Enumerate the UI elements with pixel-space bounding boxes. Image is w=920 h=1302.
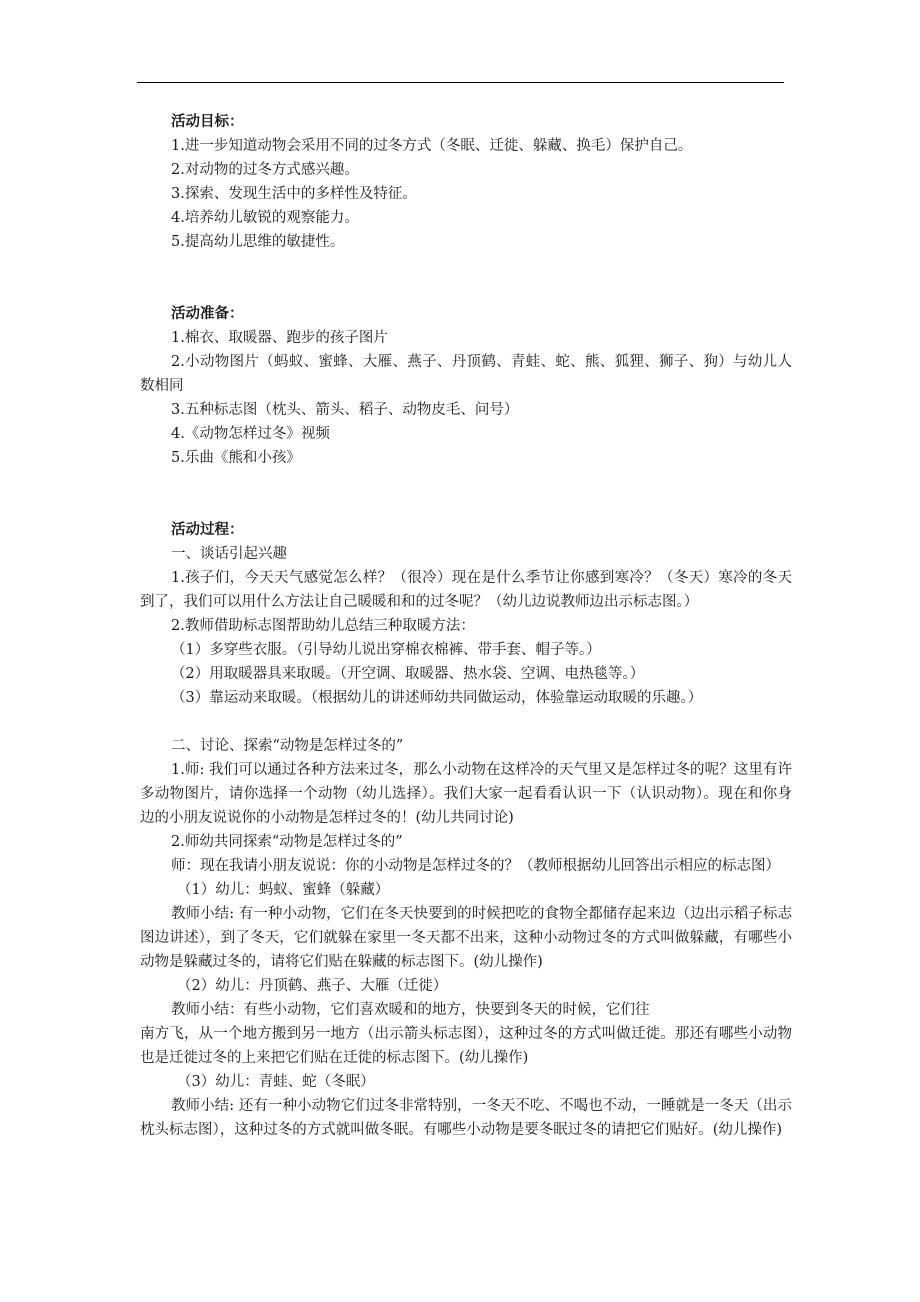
part1-paragraph: 2.教师借助标志图帮助幼儿总结三种取暖方法： [171, 618, 475, 634]
goal-item: 3.探索、发现生活中的多样性及特征。 [171, 186, 417, 202]
process-heading: 活动过程： [171, 522, 244, 538]
part2-paragraph: 1.师: 我们可以通过各种方法来过冬，那么小动物在这样冷的天气里又是怎样过冬的呢？这里有许多动物图片，请你选择一个动物（幼儿选择）。我们大家一起看看认识一下（认识动物）。现在和你身边的小朋友说说你的小动物是怎样过冬的！(幼儿共同讨论) [140, 762, 792, 826]
warming-method: （2）用取暖器具来取暖。（开空调、取暖器、热水袋、空调、电热毯等。） [171, 666, 645, 682]
warming-method: （1）多穿些衣服。（引导幼儿说出穿棉衣棉裤、带手套、帽子等。） [171, 642, 601, 658]
goal-item: 4.培养幼儿敏锐的观察能力。 [171, 210, 359, 226]
part1-title: 一、谈话引起兴趣 [171, 546, 287, 562]
goal-item: 1.进一步知道动物会采用不同的过冬方式（冬眠、迁徙、躲藏、换毛）保护自己。 [171, 138, 693, 154]
goal-item: 2.对动物的过冬方式感兴趣。 [171, 162, 359, 178]
document-page [140, 110, 792, 1142]
spacer [140, 494, 792, 518]
spacer [140, 278, 792, 302]
goal-item: 5.提高幼儿思维的敏捷性。 [171, 234, 345, 250]
prep-item: 3.五种标志图（枕头、箭头、稻子、动物皮毛、问号） [171, 402, 519, 418]
header-rule [137, 82, 784, 83]
warming-method: （3）靠运动来取暖。（根据幼儿的讲述师幼共同做运动，体验靠运动取暖的乐趣。） [171, 690, 703, 706]
prep-item: 1.棉衣、取暖器、跑步的孩子图片 [171, 330, 388, 346]
prep-item: 2.小动物图片（蚂蚁、蜜蜂、大雁、燕子、丹顶鹤、青蛙、蛇、熊、狐狸、狮子、狗）与幼儿人数相同 [140, 354, 792, 394]
part2-title: 二、讨论、探索“动物是怎样过冬的” [171, 738, 404, 754]
spacer [140, 470, 792, 494]
part1-paragraph: 1.孩子们，今天天气感觉怎么样？（很冷）现在是什么季节让你感到寒冷？（冬天）寒冷的冬天到了，我们可以用什么方法让自己暖暖和和的过冬呢？（幼儿边说教师边出示标志图。） [140, 570, 792, 610]
case-summary: 教师小结: 还有一种小动物它们过冬非常特别，一冬天不吃、不喝也不动，一睡就是一冬天（出示枕头标志图），这种过冬的方式就叫做冬眠。有哪些小动物是要冬眠过冬的请把它们贴好。(幼儿操作) [140, 1098, 792, 1138]
prep-item: 5.乐曲《熊和小孩》 [171, 450, 301, 466]
part2-paragraph: 师：现在我请小朋友说说：你的小动物是怎样过冬的？（教师根据幼儿回答出示相应的标志图） [171, 858, 780, 874]
prep-heading: 活动准备： [171, 306, 244, 322]
case-summary: 教师小结: 有一种小动物，它们在冬天快要到的时候把吃的食物全都储存起来边（边出示稻子标志图边讲述），到了冬天，它们就躲在家里一冬天都不出来，这种小动物过冬的方式叫做躲藏，有哪些小动物是躲藏过冬的，请将它们贴在躲藏的标志图下。(幼儿操作) [140, 906, 792, 970]
case-title: （1）幼儿：蚂蚁、蜜蜂（躲藏） [177, 882, 390, 898]
spacer [140, 254, 792, 278]
case-summary: 教师小结：有些小动物，它们喜欢暖和的地方，快要到冬天的时候，它们往 [171, 1002, 650, 1018]
case-summary: 南方飞，从一个地方搬到另一地方（出示箭头标志图），这种过冬的方式叫做迁徙。那还有哪些小动物也是迁徙过冬的上来把它们贴在迁徙的标志图下。(幼儿操作) [140, 1026, 792, 1066]
case-title: （2）幼儿：丹顶鹤、燕子、大雁（迁徙） [177, 978, 448, 994]
case-title: （3）幼儿：青蛙、蛇（冬眠） [177, 1074, 375, 1090]
prep-item: 4.《动物怎样过冬》视频 [171, 426, 330, 442]
goals-heading: 活动目标： [171, 114, 244, 130]
part2-paragraph: 2.师幼共同探索“动物是怎样过冬的” [171, 834, 403, 850]
spacer [140, 710, 792, 734]
